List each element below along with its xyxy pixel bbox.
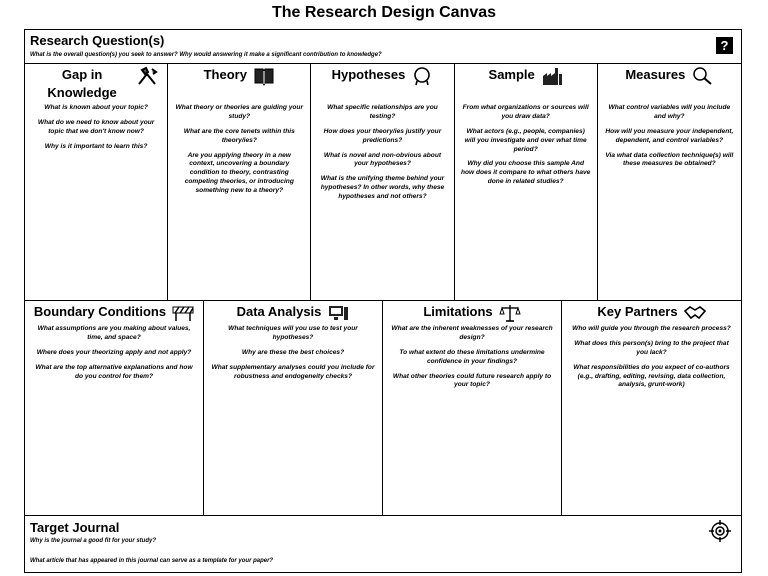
block-question: What assumptions are you making about values, time, and space? [37, 325, 191, 341]
computer-icon [327, 303, 349, 323]
barrier-icon [172, 303, 194, 323]
block-question: What is the unifying theme behind your hypotheses? In other words, why these hypotheses and not others? [320, 175, 445, 201]
block-title: Hypotheses [331, 67, 406, 82]
block-question: Where does your theorizing apply and not apply? [36, 348, 192, 356]
research-question-section [25, 30, 741, 64]
target-journal-question: What article that has appeared in this journal can serve as a template for your paper? [30, 558, 274, 564]
block-title: Sample [488, 67, 535, 82]
block-question: What techniques will you use to test your hypotheses? [228, 325, 358, 341]
block-question: Why is it important to learn this? [44, 142, 148, 150]
block-title: Measures [625, 67, 686, 82]
canvas-frame [24, 29, 742, 573]
block-question: Via what data collection technique(s) will these measures be obtained? [605, 151, 734, 168]
factory-icon [541, 66, 563, 86]
canvas-row-bottom [25, 301, 741, 516]
block-question: Who will guide you through the research process? [572, 325, 731, 332]
block-question: What are the inherent weaknesses of your research design? [391, 325, 553, 341]
block-title: Data Analysis [236, 304, 322, 319]
block-title: Theory [203, 67, 247, 82]
block-question: What theory or theories are guiding your study? [175, 104, 304, 120]
target-icon [709, 520, 731, 542]
block-title: Gap in Knowledge [47, 67, 117, 100]
block-title: Boundary Conditions [33, 304, 167, 319]
target-journal-question: Why is the journal a good fit for your study? [30, 538, 156, 544]
sample-block [455, 64, 598, 300]
block-question: From what organizations or sources will you draw data? [462, 104, 589, 120]
block-question: What responsibilities do you expect of co-authors (e.g., drafting, editing, revising, data collection, analysis, grunt-work) [573, 363, 730, 389]
research-question-prompt: What is the overall question(s) you seek to answer? Why would answering it make a significant contribution to knowledge? [30, 52, 382, 58]
theory-block [168, 64, 311, 300]
block-question: How does your theory/ies justify your predictions? [323, 127, 442, 144]
block-title: Key Partners [597, 304, 678, 319]
block-question: Why did you choose this sample And how does it compare to what others have done in related studies? [460, 160, 591, 186]
block-question: What do we need to know about your topic that we don't know now? [37, 118, 155, 135]
gap-in-knowledge-block [25, 64, 168, 300]
block-question: Are you applying theory in a new context, uncovering a boundary condition to theory, contrasting competing theories, or introducing something new to a theory? [184, 151, 294, 195]
scales-icon [499, 303, 521, 323]
boundary-conditions-block [25, 301, 204, 515]
research-question-title: Research Question(s) [30, 33, 165, 48]
magnifier-icon [691, 66, 713, 86]
measures-block [598, 64, 741, 300]
block-title: Limitations [423, 304, 493, 319]
block-question: What specific relationships are you testing? [327, 104, 438, 120]
block-question: What are the core tenets within this theory/ies? [183, 127, 295, 144]
page-title: The Research Design Canvas [271, 4, 497, 21]
key-partners-block [562, 301, 741, 515]
block-question: To what extent do these limitations undermine confidence in your findings? [399, 348, 545, 365]
tools-icon [136, 66, 158, 86]
book-icon [253, 66, 275, 86]
data-analysis-block [204, 301, 383, 515]
target-journal-title: Target Journal [30, 520, 120, 535]
block-question: What are the top alternative explanations and how do you control for them? [35, 363, 193, 380]
block-question: How will you measure your independent, dependent, and control variables? [605, 127, 734, 144]
hypotheses-block [311, 64, 454, 300]
block-question: What supplementary analyses could you include for robustness and endogeneity checks? [211, 363, 375, 380]
block-question: What is novel and non-obvious about your hypotheses? [323, 151, 442, 168]
block-question: What is known about your topic? [44, 104, 148, 111]
block-question: What actors (e.g., people, companies) will you investigate and over what time period? [464, 127, 587, 153]
canvas-row-top [25, 64, 741, 301]
target-journal-section [25, 516, 741, 574]
head-icon [411, 66, 433, 86]
block-question: Why are these the best choices? [241, 348, 345, 356]
limitations-block [383, 301, 562, 515]
handshake-icon [684, 303, 706, 323]
block-question: What other theories could future research apply to your topic? [392, 372, 552, 389]
block-question: What does this person(s) bring to the project that you lack? [574, 339, 729, 356]
block-question: What control variables will you include and why? [608, 104, 731, 120]
question-mark-icon: ? [716, 37, 733, 54]
